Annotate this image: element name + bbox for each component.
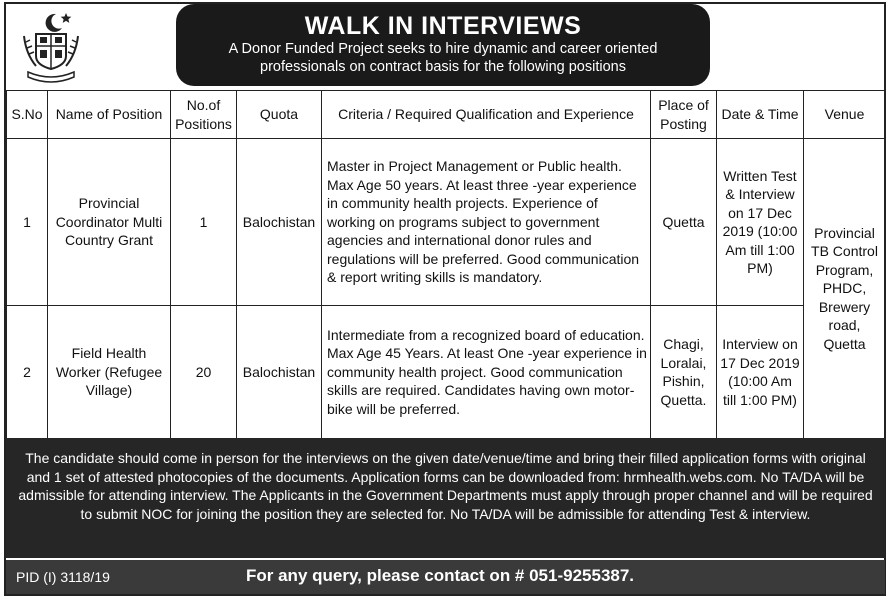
row1-position: Provincial Coordinator Multi Country Grant — [48, 139, 171, 306]
title-banner — [176, 4, 710, 86]
row1-criteria: Master in Project Management or Public health. Max Age 50 years. At least three -year experience in community health projects. Experience of working on programs subject to government agencies and international donor rules and regulations will be preferred. Good communication & report writing skills is mandatory. — [322, 139, 651, 306]
header-count: No.of Positions — [171, 91, 237, 139]
header-position: Name of Position — [48, 91, 171, 139]
notice-panel — [6, 438, 885, 558]
pid-code: PID (I) 3118/19 — [16, 569, 110, 585]
table-row — [7, 139, 886, 306]
row2-position: Field Health Worker (Refugee Village) — [48, 306, 171, 439]
table-header-row — [7, 91, 886, 139]
row1-datetime: Written Test & Interview on 17 Dec 2019 (10:00 Am till 1:00 PM) — [717, 139, 804, 306]
header-sno: S.No — [7, 91, 48, 139]
notice-text: The candidate should come in person for the interviews on the given date/venue/time and bring their filled application forms with original and 1 set of attested photocopies of the documents. Application forms can be downloaded from: hrmhealth.webs.com. No TA/DA will be admissible for attending interview. The Applicants in the Government Departments must apply through proper channel and will be required to submit NOC for joining the position they are selected for. No TA/DA will be admissible for attending Test & interview. — [18, 450, 873, 522]
row1-place: Quetta — [651, 139, 717, 306]
header-criteria: Criteria / Required Qualification and Experience — [322, 91, 651, 139]
header-place: Place of Posting — [651, 91, 717, 139]
row2-sno: 2 — [7, 306, 48, 439]
header-quota: Quota — [237, 91, 322, 139]
row2-datetime: Interview on 17 Dec 2019 (10:00 Am till 1:00 PM) — [717, 306, 804, 439]
banner-subtitle-line1: A Donor Funded Project seeks to hire dynamic and career oriented — [228, 41, 658, 57]
row1-sno: 1 — [7, 139, 48, 306]
contact-query: For any query, please contact on # 051-9255387. — [246, 566, 635, 585]
venue-cell: Provincial TB Control Program, PHDC, Brewery road, Quetta — [804, 139, 886, 439]
footer-bar — [6, 560, 885, 594]
positions-table — [6, 90, 886, 439]
row2-quota: Balochistan — [237, 306, 322, 439]
table-row — [7, 306, 886, 439]
header-datetime: Date & Time — [717, 91, 804, 139]
row2-place: Chagi, Loralai, Pishin, Quetta. — [651, 306, 717, 439]
header-venue: Venue — [804, 91, 886, 139]
row2-count: 20 — [171, 306, 237, 439]
banner-title: WALK IN INTERVIEWS — [304, 12, 582, 40]
banner-subtitle-line2: professionals on contract basis for the following positions — [260, 59, 626, 75]
row1-count: 1 — [171, 139, 237, 306]
government-emblem-icon — [20, 8, 82, 84]
row2-criteria: Intermediate from a recognized board of education. Max Age 45 Years. At least One -year experience in community health project. Good communication skills are required. Candidates having own motor-bike will be preferred. — [322, 306, 651, 439]
row1-quota: Balochistan — [237, 139, 322, 306]
